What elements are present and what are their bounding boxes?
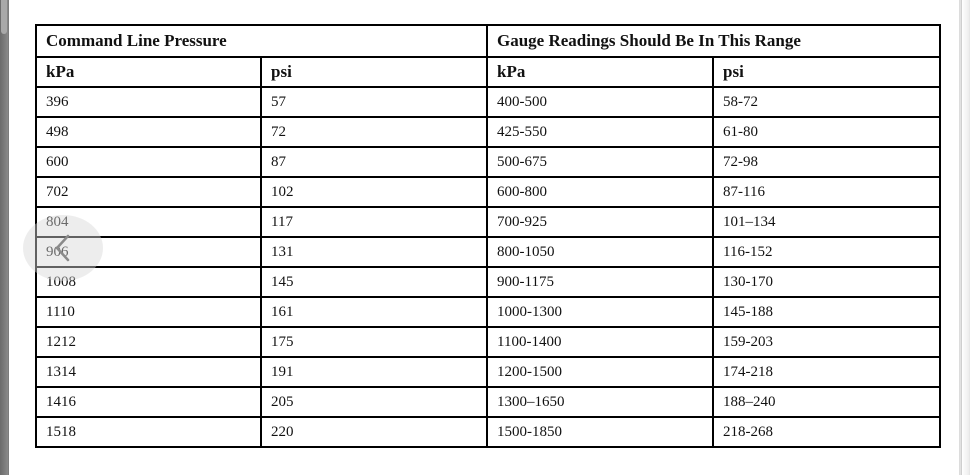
cell-command-psi: 145 xyxy=(261,267,487,297)
table-row xyxy=(36,177,940,207)
unit-header-kpa-range: kPa xyxy=(487,57,713,87)
cell-gauge-psi-range: 58-72 xyxy=(713,87,940,117)
cell-gauge-kpa-range: 1000-1300 xyxy=(487,297,713,327)
table-row xyxy=(36,207,940,237)
cell-command-kpa: 804 xyxy=(36,207,261,237)
cell-command-psi: 191 xyxy=(261,357,487,387)
cell-command-psi: 205 xyxy=(261,387,487,417)
pressure-table xyxy=(35,24,941,448)
table-row xyxy=(36,297,940,327)
table-row xyxy=(36,267,940,297)
cell-gauge-kpa-range: 1300–1650 xyxy=(487,387,713,417)
cell-command-psi: 57 xyxy=(261,87,487,117)
cell-gauge-psi-range: 218-268 xyxy=(713,417,940,447)
previous-page-button[interactable] xyxy=(23,215,103,281)
table-row xyxy=(36,237,940,267)
cell-gauge-psi-range: 87-116 xyxy=(713,177,940,207)
cell-command-kpa: 1110 xyxy=(36,297,261,327)
left-scrollbar[interactable] xyxy=(0,0,8,475)
cell-gauge-kpa-range: 1500-1850 xyxy=(487,417,713,447)
cell-command-kpa: 396 xyxy=(36,87,261,117)
cell-command-psi: 220 xyxy=(261,417,487,447)
cell-command-psi: 102 xyxy=(261,177,487,207)
cell-command-psi: 117 xyxy=(261,207,487,237)
cell-gauge-kpa-range: 1200-1500 xyxy=(487,357,713,387)
cell-gauge-psi-range: 188–240 xyxy=(713,387,940,417)
cell-command-kpa: 1518 xyxy=(36,417,261,447)
cell-gauge-kpa-range: 900-1175 xyxy=(487,267,713,297)
table-row xyxy=(36,357,940,387)
cell-command-kpa: 1416 xyxy=(36,387,261,417)
cell-gauge-psi-range: 61-80 xyxy=(713,117,940,147)
cell-gauge-psi-range: 101–134 xyxy=(713,207,940,237)
unit-header-kpa: kPa xyxy=(36,57,261,87)
cell-gauge-psi-range: 174-218 xyxy=(713,357,940,387)
cell-gauge-kpa-range: 425-550 xyxy=(487,117,713,147)
unit-header-row xyxy=(36,57,940,87)
cell-command-kpa: 498 xyxy=(36,117,261,147)
cell-command-kpa: 906 xyxy=(36,237,261,267)
cell-command-kpa: 600 xyxy=(36,147,261,177)
cell-command-psi: 72 xyxy=(261,117,487,147)
chevron-left-icon xyxy=(52,233,74,263)
cell-gauge-psi-range: 145-188 xyxy=(713,297,940,327)
cell-command-psi: 131 xyxy=(261,237,487,267)
cell-command-psi: 87 xyxy=(261,147,487,177)
cell-command-kpa: 1314 xyxy=(36,357,261,387)
table-row xyxy=(36,387,940,417)
cell-gauge-kpa-range: 600-800 xyxy=(487,177,713,207)
cell-command-kpa: 1212 xyxy=(36,327,261,357)
cell-gauge-kpa-range: 400-500 xyxy=(487,87,713,117)
scrollbar-thumb[interactable] xyxy=(1,0,7,34)
cell-gauge-psi-range: 72-98 xyxy=(713,147,940,177)
unit-header-psi-range: psi xyxy=(713,57,940,87)
table-row xyxy=(36,417,940,447)
table-row xyxy=(36,147,940,177)
cell-gauge-psi-range: 116-152 xyxy=(713,237,940,267)
page-edge xyxy=(961,0,969,475)
cell-gauge-kpa-range: 800-1050 xyxy=(487,237,713,267)
cell-gauge-psi-range: 159-203 xyxy=(713,327,940,357)
cell-command-psi: 161 xyxy=(261,297,487,327)
page-edge-shadow xyxy=(959,0,970,475)
cell-gauge-psi-range: 130-170 xyxy=(713,267,940,297)
table-row xyxy=(36,87,940,117)
cell-command-kpa: 1008 xyxy=(36,267,261,297)
unit-header-psi: psi xyxy=(261,57,487,87)
cell-command-psi: 175 xyxy=(261,327,487,357)
group-header-row xyxy=(36,25,940,57)
cell-gauge-kpa-range: 500-675 xyxy=(487,147,713,177)
table-row xyxy=(36,327,940,357)
cell-command-kpa: 702 xyxy=(36,177,261,207)
header-gauge-readings: Gauge Readings Should Be In This Range xyxy=(487,25,940,57)
cell-gauge-kpa-range: 1100-1400 xyxy=(487,327,713,357)
header-command-line-pressure: Command Line Pressure xyxy=(36,25,487,57)
table-row xyxy=(36,117,940,147)
cell-gauge-kpa-range: 700-925 xyxy=(487,207,713,237)
